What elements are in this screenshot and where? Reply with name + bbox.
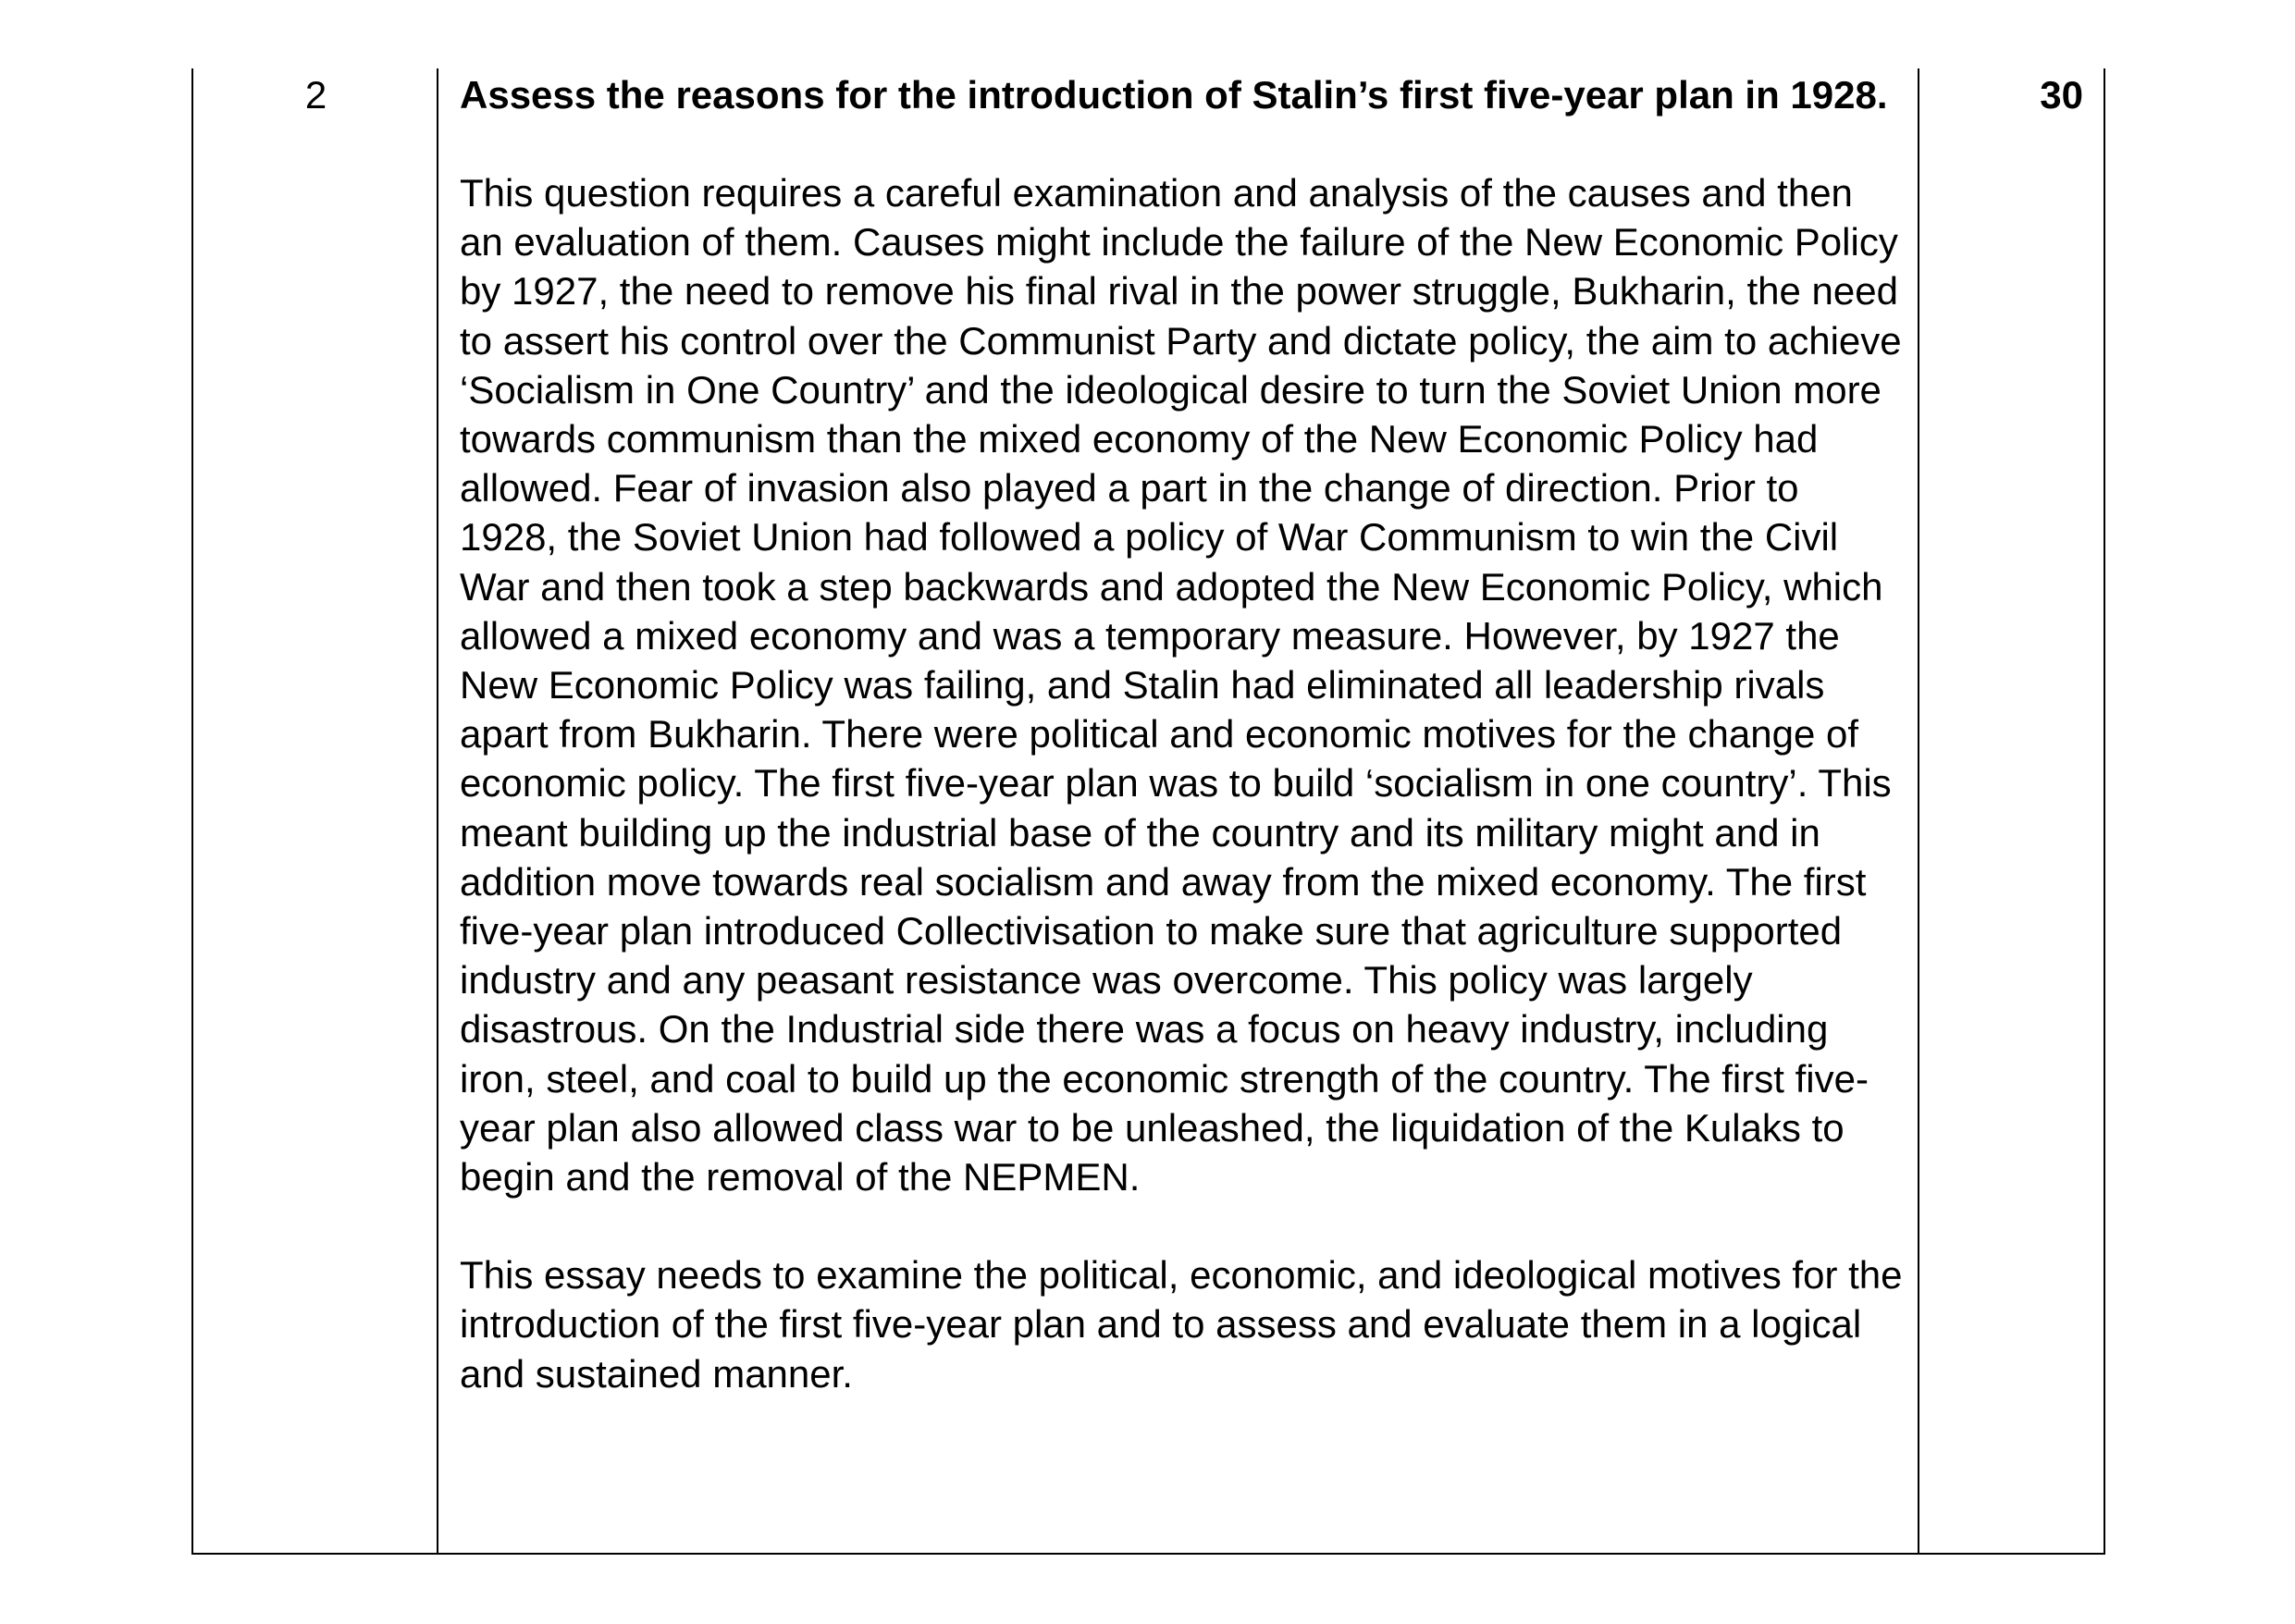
guidance-paragraph: This question requires a careful examination and analysis of the causes and then an evaluation of them. Causes might include the failure of the New Economic Policy by 1927, the need to remove his final rival in the power struggle, Bukharin, the need to assert his control over the Communist Party and dictate policy, the aim to achieve ‘Socialism in One Country’ and the ideological desire to turn the Soviet Union more towards communism than the mixed economy of the New Economic Policy had allowed. Fear of invasion also played a part in the change of direction. Prior to 1928, the Soviet Union had followed a policy of War Communism to win the Civil War and then took a step backwards and adopted the New Economic Policy, which allowed a mixed economy and was a temporary measure. However, by 1927 the New Economic Policy was failing, and Stalin had eliminated all leadership rivals apart from Bukharin. There were political and economic motives for the change of economic policy. The first five-year plan was to build ‘socialism in one country’. This meant building up the industrial base of the country and its military might and in addition move towards real socialism and away from the mixed economy. The first five-year plan introduced Collectivisation to make sure that agriculture supported industry and any peasant resistance was overcome. This policy was largely disastrous. On the Industrial side there was a focus on heavy industry, including iron, steel, and coal to build up the economic strength of the country. The first five-year plan also allowed class war to be unleashed, the liquidation of the Kulaks to begin and the removal of the NEPMEN.	[460, 171, 1902, 1200]
question-number-cell	[191, 68, 438, 1553]
question-title: Assess the reasons for the introduction of Stalin’s first five-year plan in 1928.	[460, 73, 1888, 117]
guidance-content	[460, 68, 1903, 1398]
marks-cell	[1919, 68, 2105, 1553]
question-number: 2	[304, 73, 327, 117]
marks-value: 30	[2040, 73, 2083, 117]
mark-scheme-table	[191, 68, 2105, 1555]
guidance-paragraph: This essay needs to examine the political, economic, and ideological motives for the introduction of the first five-year plan and to assess and evaluate them in a logical and sustained manner.	[460, 1253, 1903, 1396]
guidance-cell	[438, 68, 1919, 1553]
